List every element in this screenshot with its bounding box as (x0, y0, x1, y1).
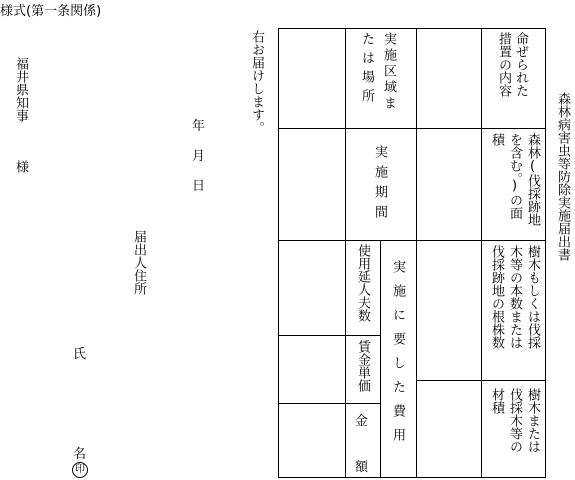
trees-count-label-line3: 伐採跡地の根株数 (489, 245, 504, 349)
trees-count-label-line2: 木等の本数または (507, 245, 522, 349)
date-month: 月 (192, 149, 206, 164)
period-label: 実施期間 (372, 145, 387, 225)
cost-label: 実施に要した費用 (390, 260, 405, 452)
trees-volume-label-line3: 材積 (489, 388, 504, 414)
trees-volume-label-line2: 伐採木等の (507, 388, 522, 453)
measures-label-line2: 措置の内容 (496, 32, 511, 97)
wage-label: 賃金単価 (355, 340, 370, 392)
document-title: 森林病害虫等防除実施届出書 (555, 92, 570, 261)
forest-area-label-line2: を含む。)の面 (507, 133, 522, 220)
seal-mark (72, 461, 88, 478)
notifier-address-label: 届出人住所 (131, 230, 146, 295)
notifier-name-shi: 氏 (73, 347, 87, 362)
workers-label: 使用延人夫数 (355, 244, 370, 322)
form-label: 様式(第一条関係) (0, 4, 102, 19)
amount-label-bottom: 額 (355, 460, 369, 475)
amount-label-top: 金 (355, 414, 369, 429)
addressee-governor: 福井県知事 (13, 57, 28, 122)
area-place-label-line1: 実施区域ま (381, 32, 396, 112)
notice-text: 右お届けします。 (249, 30, 264, 134)
date-year: 年 (192, 119, 206, 134)
date-day: 日 (192, 179, 206, 194)
trees-count-label-line1: 樹木もしくは伐採 (525, 245, 540, 349)
addressee-honorific: 様 (13, 160, 28, 173)
forest-area-label-line1: 森林(伐採跡地 (525, 133, 540, 226)
notifier-name-mei: 名 (73, 447, 87, 462)
measures-label-line1: 命ぜられた (513, 32, 528, 97)
trees-volume-label-line1: 樹木または (525, 388, 540, 453)
forest-area-label-line3: 積 (489, 133, 504, 146)
seal-label: 印 (72, 462, 88, 478)
area-place-label-line2: たは場所 (359, 32, 374, 108)
